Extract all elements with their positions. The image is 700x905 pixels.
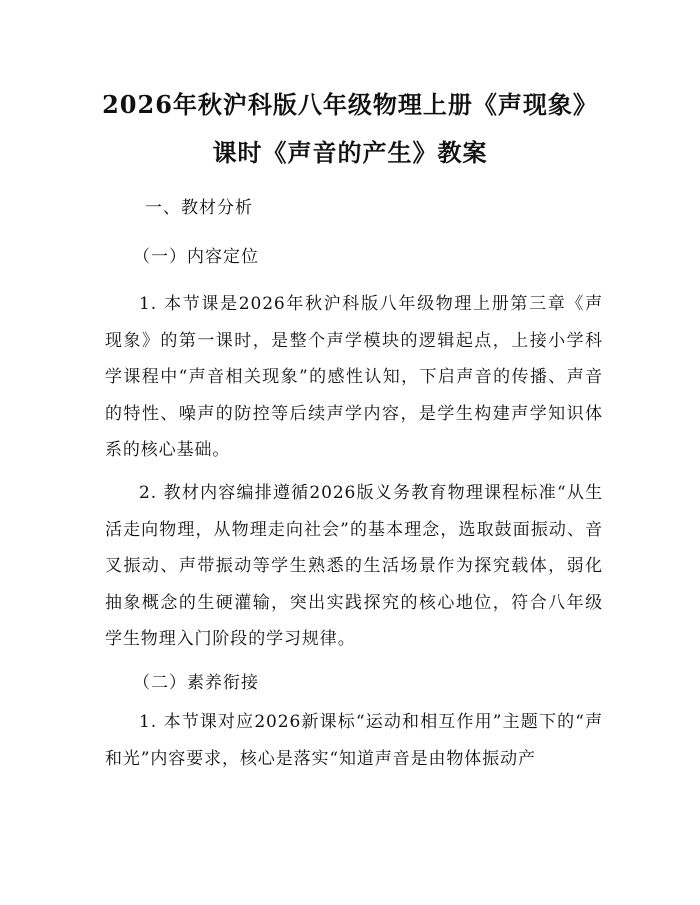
paragraph-literacy-connection-1: 1. 本节课对应2026新课标“运动和相互作用”主题下的“声和光”内容要求，核心是落实“知道声音是由物体振动产	[105, 712, 603, 769]
paragraph-content-positioning-1: 1. 本节课是2026年秋沪科版八年级物理上册第三章《声现象》的第一课时，是整个声学模块的逻辑起点，上接小学科学课程中“声音相关现象”的感性认知，下启声音的传播、声音的特性、噪声的防控等后续声学内容，是学生构建声学知识体系的核心基础。	[105, 294, 603, 460]
paragraph-content-positioning-2: 2. 教材内容编排遵循2026版义务教育物理课程标准“从生活走向物理，从物理走向社会”的基本理念，选取鼓面振动、音叉振动、声带振动等学生熟悉的生活场景作为探究载体，弱化抽象概念的生硬灌输，突出实践探究的核心地位，符合八年级学生物理入门阶段的学习规律。	[105, 483, 603, 649]
document-title-line-2: 课时《声音的产生》教案	[212, 138, 488, 167]
subsection-heading-literacy-connection: （二）素养衔接	[133, 673, 259, 693]
section-heading-textbook-analysis: 一、教材分析	[145, 198, 253, 218]
document-title-line-1: 2026年秋沪科版八年级物理上册《声现象》	[102, 90, 598, 119]
subsection-heading-content-positioning: （一）内容定位	[133, 247, 259, 267]
